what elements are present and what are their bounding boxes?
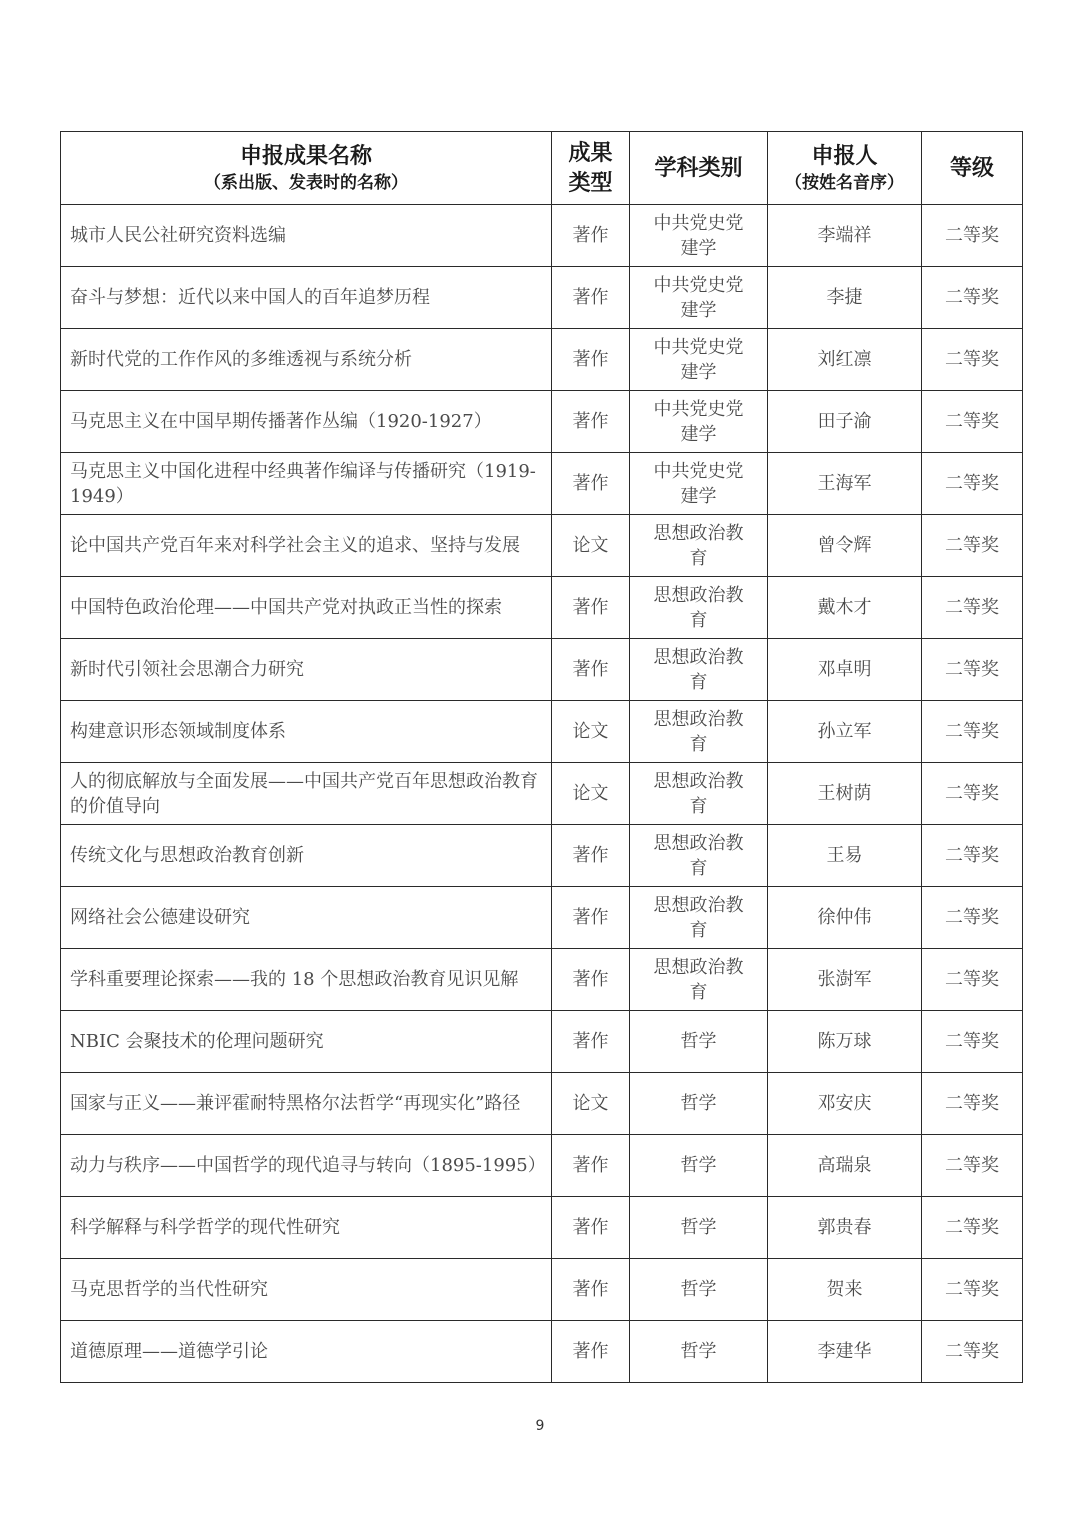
cell-person-text: 李捷 [826, 287, 863, 308]
cell-title-text: 新时代引领社会思潮合力研究 [70, 659, 304, 680]
cell-subject-text: 中共党史党建学 [653, 460, 744, 507]
cell-subject [630, 701, 768, 763]
cell-type-text: 著作 [572, 225, 609, 246]
cell-person-text: 王易 [826, 845, 863, 866]
cell-type-text: 论文 [572, 1093, 609, 1114]
cell-level [922, 205, 1023, 267]
cell-level [922, 887, 1023, 949]
header-type [552, 132, 630, 205]
cell-type-text: 著作 [572, 907, 609, 928]
cell-type-text: 论文 [572, 721, 609, 742]
cell-person-text: 邓安庆 [817, 1093, 872, 1114]
cell-person-text: 田子渝 [817, 411, 872, 432]
table-row [61, 205, 1023, 267]
cell-level-text: 二等奖 [945, 349, 999, 370]
table-row [61, 1321, 1023, 1383]
cell-level [922, 453, 1023, 515]
cell-subject [630, 1321, 768, 1383]
cell-title [61, 887, 552, 949]
cell-title-text: NBIC 会聚技术的伦理问题研究 [70, 1031, 324, 1052]
cell-type [552, 1073, 630, 1135]
cell-title-text: 国家与正义——兼评霍耐特黑格尔法哲学“再现实化”路径 [70, 1093, 521, 1114]
cell-level-text: 二等奖 [945, 1279, 999, 1300]
cell-type [552, 1011, 630, 1073]
cell-level-text: 二等奖 [945, 225, 999, 246]
cell-type-text: 著作 [572, 1217, 609, 1238]
cell-person [768, 825, 922, 887]
cell-type [552, 763, 630, 825]
cell-subject-text: 思想政治教育 [653, 584, 744, 631]
cell-subject-text: 哲学 [680, 1279, 717, 1300]
cell-subject-text: 思想政治教育 [653, 956, 744, 1003]
cell-subject-text: 哲学 [680, 1093, 717, 1114]
cell-type [552, 701, 630, 763]
cell-subject [630, 825, 768, 887]
cell-subject-text: 中共党史党建学 [653, 398, 744, 445]
cell-person [768, 1321, 922, 1383]
cell-type [552, 1321, 630, 1383]
table-row [61, 329, 1023, 391]
cell-subject-text: 思想政治教育 [653, 894, 744, 941]
cell-level [922, 267, 1023, 329]
cell-type [552, 1259, 630, 1321]
cell-type-text: 著作 [572, 411, 609, 432]
cell-level [922, 825, 1023, 887]
table-row [61, 515, 1023, 577]
table-row [61, 949, 1023, 1011]
header-person-main: 申报人 [811, 143, 878, 169]
cell-person [768, 701, 922, 763]
cell-title-text: 构建意识形态领域制度体系 [70, 721, 286, 742]
cell-title-text: 学科重要理论探索——我的 18 个思想政治教育见识见解 [70, 969, 519, 990]
cell-level [922, 1321, 1023, 1383]
cell-type-text: 著作 [572, 1341, 609, 1362]
cell-title-text: 马克思哲学的当代性研究 [70, 1279, 268, 1300]
cell-person [768, 1197, 922, 1259]
cell-subject-text: 哲学 [680, 1155, 717, 1176]
cell-title-text: 论中国共产党百年来对科学社会主义的追求、坚持与发展 [70, 535, 520, 556]
cell-person [768, 1259, 922, 1321]
header-subject-label: 学科类别 [654, 155, 743, 181]
cell-subject [630, 1259, 768, 1321]
cell-title-text: 马克思主义在中国早期传播著作丛编（1920-1927） [70, 411, 492, 432]
cell-title [61, 1259, 552, 1321]
cell-person [768, 391, 922, 453]
cell-type [552, 205, 630, 267]
cell-type [552, 391, 630, 453]
cell-title-text: 动力与秩序——中国哲学的现代追寻与转向（1895-1995） [70, 1155, 546, 1176]
cell-subject [630, 949, 768, 1011]
table-row [61, 887, 1023, 949]
cell-title-text: 城市人民公社研究资料选编 [70, 225, 286, 246]
cell-level [922, 515, 1023, 577]
cell-person [768, 639, 922, 701]
cell-subject [630, 1073, 768, 1135]
cell-level [922, 639, 1023, 701]
cell-level-text: 二等奖 [945, 535, 999, 556]
cell-level [922, 701, 1023, 763]
cell-person [768, 763, 922, 825]
cell-type-text: 著作 [572, 597, 609, 618]
cell-level [922, 1135, 1023, 1197]
cell-title-text: 科学解释与科学哲学的现代性研究 [70, 1217, 340, 1238]
cell-type [552, 639, 630, 701]
cell-subject [630, 1135, 768, 1197]
cell-title-text: 传统文化与思想政治教育创新 [70, 845, 304, 866]
cell-person [768, 453, 922, 515]
table-row [61, 267, 1023, 329]
cell-subject [630, 577, 768, 639]
cell-title-text: 网络社会公德建设研究 [70, 907, 250, 928]
table-row [61, 1135, 1023, 1197]
cell-type [552, 949, 630, 1011]
header-subject [630, 132, 768, 205]
cell-person-text: 贺来 [826, 1279, 863, 1300]
cell-title-text: 道德原理——道德学引论 [70, 1341, 268, 1362]
cell-person [768, 887, 922, 949]
cell-person-text: 郭贵春 [817, 1217, 872, 1238]
cell-level-text: 二等奖 [945, 287, 999, 308]
cell-title [61, 949, 552, 1011]
cell-subject [630, 267, 768, 329]
cell-level [922, 1011, 1023, 1073]
cell-subject-text: 哲学 [680, 1341, 717, 1362]
cell-title [61, 825, 552, 887]
cell-title [61, 1073, 552, 1135]
cell-title [61, 515, 552, 577]
awards-table [60, 131, 1023, 1383]
cell-subject-text: 中共党史党建学 [653, 336, 744, 383]
cell-subject-text: 思想政治教育 [653, 708, 744, 755]
table-row [61, 391, 1023, 453]
cell-title [61, 205, 552, 267]
cell-level-text: 二等奖 [945, 845, 999, 866]
table-header-row [61, 132, 1023, 205]
cell-level-text: 二等奖 [945, 907, 999, 928]
cell-subject [630, 515, 768, 577]
table-row [61, 1073, 1023, 1135]
cell-type [552, 887, 630, 949]
cell-level-text: 二等奖 [945, 1341, 999, 1362]
cell-subject [630, 763, 768, 825]
page-number: 9 [535, 1418, 545, 1434]
cell-subject-text: 中共党史党建学 [653, 274, 744, 321]
cell-type [552, 1197, 630, 1259]
cell-person [768, 949, 922, 1011]
cell-person [768, 267, 922, 329]
cell-person-text: 刘红凛 [817, 349, 872, 370]
cell-level-text: 二等奖 [945, 411, 999, 432]
cell-level [922, 391, 1023, 453]
cell-type-text: 著作 [572, 969, 609, 990]
cell-title [61, 267, 552, 329]
cell-type [552, 515, 630, 577]
cell-subject [630, 1197, 768, 1259]
cell-type [552, 453, 630, 515]
header-title-sub: （系出版、发表时的名称） [204, 173, 408, 193]
cell-person-text: 曾令辉 [817, 535, 872, 556]
cell-type-text: 论文 [572, 783, 609, 804]
table-row [61, 453, 1023, 515]
cell-level-text: 二等奖 [945, 659, 999, 680]
cell-type [552, 1135, 630, 1197]
cell-subject [630, 1011, 768, 1073]
header-level-label: 等级 [949, 155, 994, 181]
cell-subject-text: 思想政治教育 [653, 770, 744, 817]
cell-person-text: 王树荫 [817, 783, 872, 804]
cell-person [768, 1011, 922, 1073]
cell-level [922, 949, 1023, 1011]
cell-person-text: 戴木才 [817, 597, 872, 618]
cell-subject [630, 391, 768, 453]
cell-title [61, 1197, 552, 1259]
cell-title [61, 639, 552, 701]
cell-title-text: 新时代党的工作作风的多维透视与系统分析 [70, 349, 412, 370]
cell-type [552, 329, 630, 391]
cell-title [61, 329, 552, 391]
cell-person-text: 徐仲伟 [817, 907, 872, 928]
header-type-label: 成果类型 [568, 140, 613, 196]
cell-level-text: 二等奖 [945, 1217, 999, 1238]
cell-level [922, 577, 1023, 639]
cell-person [768, 577, 922, 639]
cell-level-text: 二等奖 [945, 721, 999, 742]
cell-type-text: 著作 [572, 845, 609, 866]
cell-subject [630, 453, 768, 515]
cell-person-text: 高瑞泉 [817, 1155, 872, 1176]
cell-type-text: 著作 [572, 1155, 609, 1176]
header-person-sub: （按姓名音序） [785, 173, 904, 193]
table-row [61, 577, 1023, 639]
cell-subject-text: 思想政治教育 [653, 522, 744, 569]
cell-level-text: 二等奖 [945, 1155, 999, 1176]
cell-person [768, 1073, 922, 1135]
cell-type-text: 著作 [572, 659, 609, 680]
cell-title [61, 1321, 552, 1383]
cell-level [922, 1259, 1023, 1321]
table-body [61, 205, 1023, 1383]
cell-level-text: 二等奖 [945, 969, 999, 990]
cell-title [61, 763, 552, 825]
cell-title [61, 1011, 552, 1073]
cell-type-text: 论文 [572, 535, 609, 556]
cell-level-text: 二等奖 [945, 1093, 999, 1114]
table-row [61, 763, 1023, 825]
cell-subject-text: 思想政治教育 [653, 646, 744, 693]
cell-person [768, 1135, 922, 1197]
cell-person [768, 205, 922, 267]
cell-person-text: 李端祥 [817, 225, 872, 246]
cell-type [552, 267, 630, 329]
cell-level-text: 二等奖 [945, 1031, 999, 1052]
cell-title [61, 577, 552, 639]
table-row [61, 639, 1023, 701]
cell-title [61, 1135, 552, 1197]
cell-title [61, 701, 552, 763]
cell-level-text: 二等奖 [945, 783, 999, 804]
cell-type-text: 著作 [572, 349, 609, 370]
cell-type-text: 著作 [572, 1031, 609, 1052]
table-row [61, 825, 1023, 887]
cell-person [768, 515, 922, 577]
table-row [61, 701, 1023, 763]
cell-level [922, 1197, 1023, 1259]
cell-type-text: 著作 [572, 287, 609, 308]
header-title [61, 132, 552, 205]
cell-subject [630, 887, 768, 949]
cell-level [922, 763, 1023, 825]
header-level [922, 132, 1023, 205]
cell-title-text: 人的彻底解放与全面发展——中国共产党百年思想政治教育的价值导向 [70, 770, 538, 817]
cell-person-text: 孙立军 [817, 721, 872, 742]
cell-title-text: 中国特色政治伦理——中国共产党对执政正当性的探索 [70, 597, 502, 618]
cell-title [61, 453, 552, 515]
header-title-main: 申报成果名称 [239, 143, 372, 169]
cell-person-text: 陈万球 [817, 1031, 872, 1052]
table-row [61, 1259, 1023, 1321]
cell-type-text: 著作 [572, 1279, 609, 1300]
cell-level [922, 1073, 1023, 1135]
header-person [768, 132, 922, 205]
cell-subject [630, 329, 768, 391]
cell-title-text: 奋斗与梦想：近代以来中国人的百年追梦历程 [70, 287, 430, 308]
cell-subject [630, 639, 768, 701]
cell-subject-text: 哲学 [680, 1217, 717, 1238]
cell-person-text: 邓卓明 [817, 659, 872, 680]
cell-subject-text: 哲学 [680, 1031, 717, 1052]
cell-type [552, 577, 630, 639]
cell-subject-text: 思想政治教育 [653, 832, 744, 879]
cell-subject [630, 205, 768, 267]
cell-person-text: 张澍军 [817, 969, 872, 990]
cell-person-text: 王海军 [817, 473, 872, 494]
cell-title [61, 391, 552, 453]
cell-type [552, 825, 630, 887]
cell-title-text: 马克思主义中国化进程中经典著作编译与传播研究（1919-1949） [70, 460, 536, 507]
cell-level-text: 二等奖 [945, 473, 999, 494]
cell-type-text: 著作 [572, 473, 609, 494]
cell-person-text: 李建华 [817, 1341, 872, 1362]
table-row [61, 1197, 1023, 1259]
cell-level [922, 329, 1023, 391]
cell-subject-text: 中共党史党建学 [653, 212, 744, 259]
cell-person [768, 329, 922, 391]
table-row [61, 1011, 1023, 1073]
cell-level-text: 二等奖 [945, 597, 999, 618]
